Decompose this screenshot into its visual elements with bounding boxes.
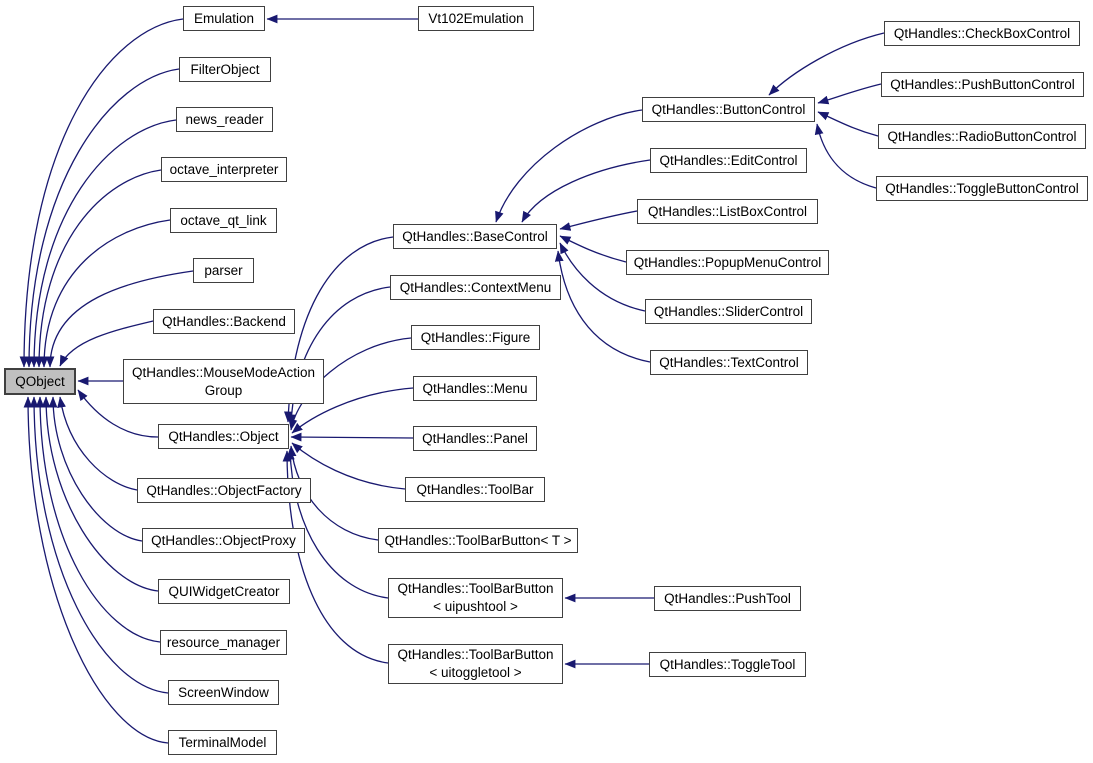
node-screenwindow-label: ScreenWindow bbox=[178, 684, 269, 700]
node-listboxcontrol-label: QtHandles::ListBoxControl bbox=[647, 203, 808, 219]
node-toolbarbutton-uitoggletool-label-line1: QtHandles::ToolBarButton bbox=[397, 647, 554, 662]
node-contextmenu-label: QtHandles::ContextMenu bbox=[399, 279, 552, 295]
node-pushtool[interactable] bbox=[654, 586, 801, 611]
node-object-label: QtHandles::Object bbox=[168, 428, 279, 444]
node-octave-interpreter[interactable] bbox=[161, 157, 287, 182]
node-mousemodeactiongroup-label-line2: Group bbox=[204, 382, 243, 398]
node-toolbar-label: QtHandles::ToolBar bbox=[416, 481, 534, 497]
node-checkboxcontrol-label: QtHandles::CheckBoxControl bbox=[893, 25, 1071, 41]
node-toggletool[interactable] bbox=[649, 652, 806, 677]
node-toolbarbutton-uipushtool-label-line1: QtHandles::ToolBarButton bbox=[397, 581, 554, 596]
node-toolbarbutton-uipushtool-label-line2: < uipushtool > bbox=[433, 599, 518, 614]
node-toolbarbutton-t[interactable] bbox=[378, 528, 578, 553]
node-togglebuttoncontrol[interactable] bbox=[876, 176, 1088, 201]
edge-contextmenu-object bbox=[291, 287, 390, 425]
node-basecontrol[interactable] bbox=[393, 224, 557, 249]
node-basecontrol-label: QtHandles::BaseControl bbox=[402, 228, 548, 244]
node-toolbarbutton-uipushtool[interactable] bbox=[388, 578, 563, 618]
node-toggletool-label: QtHandles::ToggleTool bbox=[659, 656, 796, 672]
node-buttoncontrol[interactable] bbox=[642, 97, 815, 122]
node-news-reader-label: news_reader bbox=[185, 111, 264, 127]
node-qobject bbox=[4, 368, 76, 395]
node-resource-manager[interactable] bbox=[160, 630, 287, 655]
node-terminalmodel[interactable] bbox=[168, 730, 277, 755]
node-backend-label: QtHandles::Backend bbox=[162, 313, 286, 329]
node-backend[interactable] bbox=[153, 309, 295, 334]
node-vt102emulation[interactable] bbox=[418, 6, 534, 31]
node-slidercontrol[interactable] bbox=[645, 299, 812, 324]
node-figure-label: QtHandles::Figure bbox=[420, 329, 531, 345]
node-buttoncontrol-label: QtHandles::ButtonControl bbox=[651, 101, 806, 117]
node-editcontrol-label: QtHandles::EditControl bbox=[659, 152, 798, 168]
node-mousemodeactiongroup[interactable] bbox=[123, 359, 324, 404]
edge-radiobuttoncontrol-buttoncontrol bbox=[818, 112, 878, 136]
node-filterobject-label: FilterObject bbox=[190, 61, 260, 77]
node-filterobject[interactable] bbox=[179, 57, 271, 82]
node-checkboxcontrol[interactable] bbox=[884, 21, 1080, 46]
node-textcontrol[interactable] bbox=[650, 350, 808, 375]
node-object[interactable] bbox=[158, 424, 289, 449]
node-contextmenu[interactable] bbox=[390, 275, 561, 300]
node-octave-qt-link-label: octave_qt_link bbox=[180, 212, 267, 228]
edge-pushbuttoncontrol-buttoncontrol bbox=[818, 84, 881, 103]
node-qobject-label: QObject bbox=[15, 373, 65, 389]
node-editcontrol[interactable] bbox=[650, 148, 807, 173]
node-mousemodeactiongroup-label-line1: QtHandles::MouseModeAction bbox=[131, 364, 316, 380]
node-quiwidgetcreator-label: QUIWidgetCreator bbox=[168, 583, 280, 599]
node-parser-label: parser bbox=[204, 262, 243, 278]
node-togglebuttoncontrol-label: QtHandles::ToggleButtonControl bbox=[885, 180, 1079, 196]
node-popupmenucontrol[interactable] bbox=[626, 250, 829, 275]
node-news-reader[interactable] bbox=[176, 107, 273, 132]
edge-panel-object bbox=[291, 437, 413, 438]
node-toolbarbutton-uitoggletool[interactable] bbox=[388, 644, 563, 684]
node-quiwidgetcreator[interactable] bbox=[158, 579, 290, 604]
node-objectfactory[interactable] bbox=[137, 478, 311, 503]
node-emulation-label: Emulation bbox=[193, 10, 255, 26]
node-pushtool-label: QtHandles::PushTool bbox=[664, 590, 791, 606]
edge-checkboxcontrol-buttoncontrol bbox=[769, 33, 884, 95]
edge-terminalmodel-qobject bbox=[28, 397, 168, 743]
node-octave-qt-link[interactable] bbox=[170, 208, 277, 233]
node-toolbarbutton-t-label: QtHandles::ToolBarButton< T > bbox=[384, 532, 572, 548]
edge-octaveinterpreter-qobject bbox=[39, 170, 161, 367]
node-popupmenucontrol-label: QtHandles::PopupMenuControl bbox=[633, 254, 822, 270]
node-figure[interactable] bbox=[411, 325, 540, 350]
node-objectfactory-label: QtHandles::ObjectFactory bbox=[146, 482, 302, 498]
node-panel[interactable] bbox=[413, 426, 537, 451]
node-terminalmodel-label: TerminalModel bbox=[178, 734, 267, 750]
node-objectproxy[interactable] bbox=[142, 528, 305, 553]
node-radiobuttoncontrol[interactable] bbox=[878, 124, 1086, 149]
node-screenwindow[interactable] bbox=[168, 680, 279, 705]
node-textcontrol-label: QtHandles::TextControl bbox=[659, 354, 799, 370]
edge-popupmenucontrol-basecontrol bbox=[560, 236, 626, 262]
node-radiobuttoncontrol-label: QtHandles::RadioButtonControl bbox=[887, 128, 1077, 144]
node-panel-label: QtHandles::Panel bbox=[422, 430, 528, 446]
edge-listboxcontrol-basecontrol bbox=[560, 211, 637, 229]
node-slidercontrol-label: QtHandles::SliderControl bbox=[653, 303, 804, 319]
edge-togglebuttoncontrol-buttoncontrol bbox=[817, 124, 876, 188]
node-menu[interactable] bbox=[413, 376, 537, 401]
node-toolbarbutton-uitoggletool-label-line2: < uitoggletool > bbox=[429, 665, 522, 680]
edge-resourcemanager-qobject bbox=[40, 397, 160, 642]
node-octave-interpreter-label: octave_interpreter bbox=[169, 161, 279, 177]
node-listboxcontrol[interactable] bbox=[637, 199, 818, 224]
node-toolbar[interactable] bbox=[405, 477, 545, 502]
node-resource-manager-label: resource_manager bbox=[166, 634, 281, 650]
node-objectproxy-label: QtHandles::ObjectProxy bbox=[151, 532, 296, 548]
node-parser[interactable] bbox=[193, 258, 254, 283]
node-pushbuttoncontrol-label: QtHandles::PushButtonControl bbox=[890, 76, 1075, 92]
node-vt102emulation-label: Vt102Emulation bbox=[428, 10, 524, 26]
node-pushbuttoncontrol[interactable] bbox=[881, 72, 1084, 97]
node-emulation[interactable] bbox=[183, 6, 265, 31]
node-menu-label: QtHandles::Menu bbox=[422, 380, 528, 396]
